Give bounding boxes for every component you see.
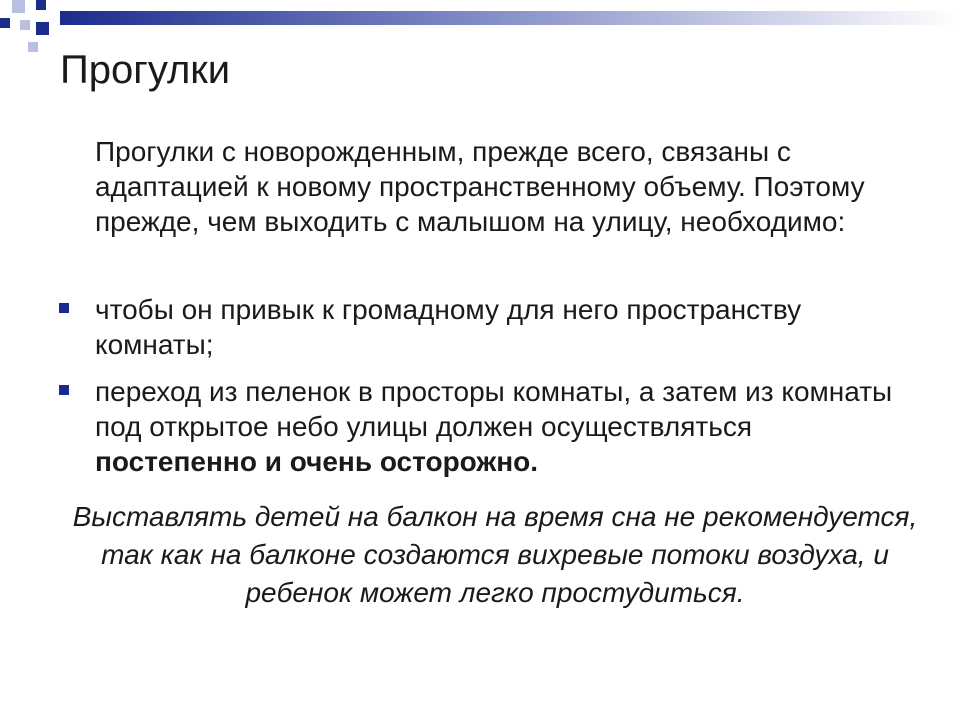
square-bullet-icon [59, 303, 69, 313]
header-square [20, 20, 30, 30]
header-gradient-bar [60, 11, 960, 25]
italic-note: Выставлять детей на балкон на время сна не рекомендуется, так как на балконе создаются вихревые потоки воздуха, и ребенок может легко простудиться. [72, 501, 918, 608]
intro-paragraph: Прогулки с новорожденным, прежде всего, связаны с адаптацией к новому пространственному объему. Поэтому прежде, чем выходить с малышом на улицу, необходимо: [95, 136, 865, 237]
header-square [12, 0, 25, 13]
header-square [28, 42, 38, 52]
header-square [36, 22, 49, 35]
square-bullet-icon [59, 385, 69, 395]
bullet-text: чтобы он привык к громадному для него пространству комнаты; [95, 294, 802, 360]
slide-title: Прогулки [60, 48, 231, 92]
bullet-text-bold: постепенно и очень осторожно. [95, 446, 539, 477]
header-square [0, 18, 10, 28]
bullet-text [95, 374, 905, 479]
bullet-text-regular: переход из пеленок в просторы комнаты, а затем из комнаты под открытое небо улицы должен осуществляться [95, 376, 893, 442]
header-square [36, 0, 46, 10]
